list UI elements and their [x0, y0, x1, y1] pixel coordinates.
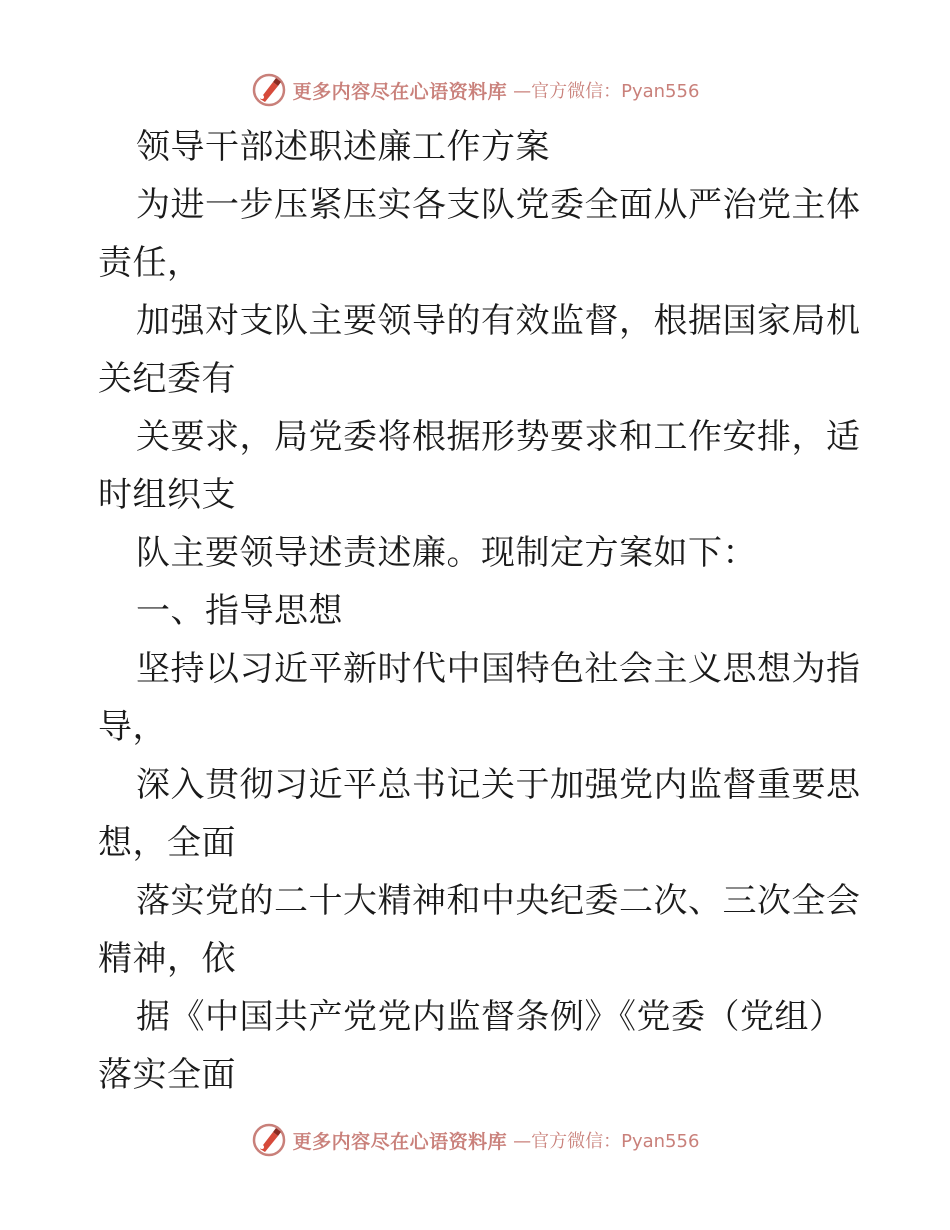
watermark-wechat-text: —官方微信：Pyan556: [513, 81, 700, 102]
text-line: 关要求，局党委将根据形势要求和工作安排，适: [136, 417, 861, 457]
text-line: 深入贯彻习近平总书记关于加强党内监督重要思: [136, 765, 861, 805]
text-line: 精神，依: [98, 939, 236, 979]
text-line: 一、指导思想: [136, 591, 343, 631]
watermark-main-text: 更多内容尽在心语资料库: [292, 80, 508, 103]
text-line: 队主要领导述责述廉。现制定方案如下：: [136, 533, 757, 573]
pen-logo-icon: [251, 1122, 287, 1158]
text-line: 落实全面: [98, 1055, 236, 1095]
text-line: 据《中国共产党党内监督条例》《党委（党组）: [136, 997, 844, 1037]
document-body: [98, 118, 861, 1104]
pen-logo-icon: [251, 72, 287, 108]
text-line: 加强对支队主要领导的有效监督，根据国家局机: [136, 301, 861, 341]
watermark-banner-top: [0, 68, 950, 112]
text-line: 为进一步压紧压实各支队党委全面从严治党主体: [136, 185, 861, 225]
text-line: 想，全面: [98, 823, 236, 863]
text-line: 关纪委有: [98, 359, 236, 399]
text-line: 落实党的二十大精神和中央纪委二次、三次全会: [136, 881, 861, 921]
text-line: 责任，: [98, 243, 202, 283]
text-line: 时组织支: [98, 475, 236, 515]
text-line: 领导干部述职述廉工作方案: [136, 127, 550, 167]
watermark-banner-bottom: [0, 1118, 950, 1162]
watermark-main-text: 更多内容尽在心语资料库: [292, 1130, 508, 1153]
text-line: 坚持以习近平新时代中国特色社会主义思想为指: [136, 649, 861, 689]
text-line: 导，: [98, 707, 167, 747]
watermark-wechat-text: —官方微信：Pyan556: [513, 1131, 700, 1152]
